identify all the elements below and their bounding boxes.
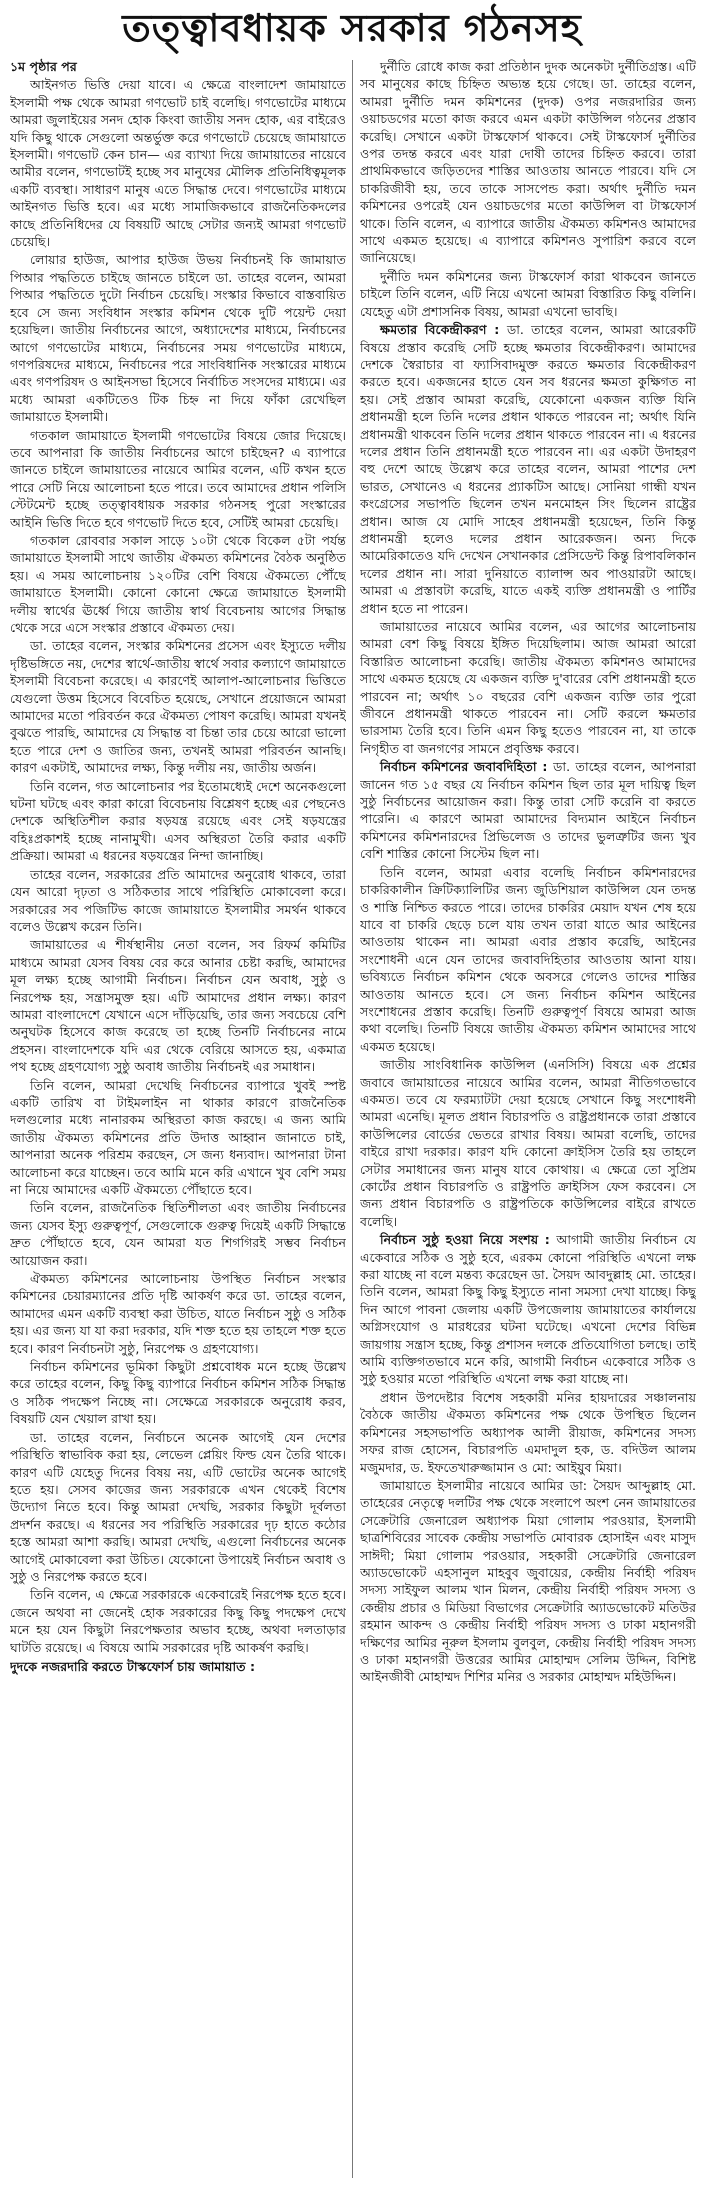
paragraph-text: দুর্নীতি রোধে কাজ করা প্রতিষ্ঠান দুদক অনেকটা দুর্নীতিগ্রস্ত। এটি সব মানুষের কাছে চিহ্নিত অভ্যন্ত হয়ে গেছে। ডা. তাহের বলেন, আমরা দুর্নীতি দমন কমিশনের (দুদক) ওপর নজরদারির জন্য ওয়াচডগের মতো কাজ করবে এমন একটা কাউন্সিল গঠনের প্রস্তাব করেছি। সেখানে একটা টাস্কফোর্স থাকবে। সেই টাস্কফোর্স দুর্নীতির ওপর তদন্ত করবে এবং যারা দোষী তাদের চিহ্নিত করবে। তারা প্রাথমিকভাবে জড়িতদের শাস্তির আওতায় আনতে পারবে। যদি সে চাকরিজীবী হয়, তবে তাকে সাসপেন্ড করা। অর্থাৎ দুর্নীতি দমন কমিশনের ওপরেই যেন ওয়াচডগের মতো কাউন্সিল বা টাস্কফোর্স থাকে। তিনি বলেন, এ ব্যাপারে জাতীয় ঐকমত্য কমিশনও আমাদের সাথে একমত হয়েছে। এ ব্যাপারে কমিশনও সুপারিশ করবে বলে জানিয়েছে। — [360, 59, 696, 266]
paragraph — [360, 758, 696, 862]
subheading: নির্বাচন সুষ্ঠু হওয়া নিয়ে সংশয় : — [380, 1232, 557, 1248]
paragraph: গতকাল রোববার সকাল সাড়ে ১০টা থেকে বিকেল ৫টা পর্যন্ত জামায়াতে ইসলামী সাথে জাতীয় ঐকমত্য কমিশনের বৈঠক অনুষ্ঠিত হয়। এ সময় আলোচনায় ১২০টির বেশি বিষয়ে ঐকমত্যে পৌঁছে জামায়াতে ইসলামী। কোনো কোনো ক্ষেত্রে জামায়াতে ইসলামী দলীয় স্বার্থের ঊর্ধ্বে গিয়ে জাতীয় স্বার্থ বিবেচনায় আগের সিদ্ধান্ত থেকে সরে এসে সংস্কার প্রস্তাবে ঐকমত্য দেয়। — [10, 532, 346, 635]
paragraph-text: জামায়াতে ইসলামীর নায়েবে আমির ডা: সৈয়দ আব্দুল্লাহ মো. তাহেরের নেতৃত্বে দলটির পক্ষ থেকে সংলাপে অংশ নেন জামায়াতের সেক্রেটারি জেনারেল অধ্যাপক মিয়া গোলাম পরওয়ার, ইসলামী ছাত্রশিবিরের সাবেক কেন্দ্রীয় সভাপতি মোবারক হোসাইন এবং মাসুদ সাঈদী; মিয়া গোলাম পরওয়ার, সহকারী সেক্রেটারি জেনারেল অ্যাডভোকেট এহসানুল মাহবুব জুবায়ের, কেন্দ্রীয় নির্বাহী পরিষদ সদস্য সাইফুল আলম খান মিলন, কেন্দ্রীয় নির্বাহী পরিষদ সদস্য ও কেন্দ্রীয় প্রচার ও মিডিয়া বিভাগের সেক্রেটারি অ্যাডভোকেট মতিউর রহমান আকন্দ ও কেন্দ্রীয় নির্বাহী পরিষদ সদস্য ও ঢাকা মহানগরী দক্ষিণের আমির নূরুল ইসলাম বুলবুল, কেন্দ্রীয় নির্বাহী পরিষদ সদস্য ও ঢাকা মহানগরী উত্তরের আমির মোহাম্মদ সেলিম উদ্দিন, বিশিষ্ট আইনজীবী মোহাম্মদ শিশির মনির ও সরকার মোহাম্মদ মহিউদ্দিন। — [360, 1477, 696, 1685]
paragraph — [360, 864, 696, 1055]
paragraph: তিনি বলেন, রাজনৈতিক স্থিতিশীলতা এবং জাতীয় নির্বাচনের জন্য যেসব ইস্যু গুরুত্বপূর্ণ, সেগুলোকে গুরুত্ব দিয়েই একটি সিদ্ধান্তে দ্রুত পৌঁছাতে হবে, যেন আমরা যত শিগগিরই সম্ভব নির্বাচন আয়োজন করা। — [10, 1200, 346, 1268]
left-column — [10, 58, 346, 2180]
left-paragraphs — [10, 76, 346, 1656]
continued-from-label: ১ম পৃষ্ঠার পর — [10, 59, 77, 74]
paragraph: তিনি বলেন, আমরা দেখেছি নির্বাচনের ব্যাপারে খুবই স্পষ্ট একটি তারিখ বা টাইমলাইন না থাকার কারণে রাজনৈতিক দলগুলোর মধ্যে নানারকম অস্থিরতা কাজ করছে। এ জন্য আমি জাতীয় ঐকমত্য কমিশনের প্রতি উদাত্ত আহ্বান জানাতে চাই, আপনারা অনেক পরিশ্রম করছেন, সে জন্য ধন্যবাদ। আপনারা টানা আলোচনা করে যাচ্ছেন। তবে আমি মনে করি এখানে খুব বেশি সময় না নিয়ে আমাদের একটি ঐকমত্যে পৌঁছাতে হবে। — [10, 1077, 346, 1197]
paragraph: লোয়ার হাউজ, আপার হাউজ উভয় নির্বাচনই কি জামায়াত পিআর পদ্ধতিতে চাইছে জানতে চাইলে ডা. তাহের বলেন, আমরা পিআর পদ্ধতিতে দুটো নির্বাচন চেয়েছি। সংস্কার কিভাবে বাস্তবায়িত হবে সে জন্য সংবিধান সংস্কার কমিশন থেকে দুটি পয়েন্ট দেয়া হয়েছিল। জাতীয় নির্বাচনের আগে, অধ্যাদেশের মাধ্যমে, নির্বাচনের আগে গণভোটের মাধ্যমে, নির্বাচনের সময় গণভোটের মাধ্যমে, গণপরিষদের মাধ্যমে, নির্বাচনের পরে সাংবিধানিক সংস্কারের মাধ্যমে এবং গণপরিষদ ও আইনসভা হিসেবে নির্বাচিত সংসদের মাধ্যমে। এর মধ্যে আমরা একটিতেও টিক চিহ্ন না দিয়ে ফাঁকা রেখেছিল জামায়াতে ইসলামী। — [10, 252, 346, 425]
paragraph — [360, 618, 696, 757]
paragraph: তিনি বলেন, এ ক্ষেত্রে সরকারকে একেবারেই নিরপেক্ষ হতে হবে। জেনে অথবা না জেনেই হোক সরকারের কিছু কিছু পদক্ষেপ দেখে মনে হয় যেন কিছুটা নিরপেক্ষতার অভাব হচ্ছে, অথবা দলতাড়ার ঘাটতি রয়েছে। এ বিষয়ে আমি সরকারের দৃষ্টি আকর্ষণ করছি। — [10, 1587, 346, 1655]
paragraph-text: ডা. তাহের বলেন, আপনারা জানেন গত ১৫ বছর যে নির্বাচন কমিশন ছিল তার মূল দায়িত্ব ছিল সুষ্ঠু নির্বাচনের আয়োজন করা। কিন্তু তারা সেটি করেনি বা করতে পারেনি। এ কারণে আমরা আমাদের বিদ্যমান আইনে নির্বাচন কমিশনের কমিশনারদের প্রিভিলেজ ও তাদের ভুলত্রুটির জন্য খুব বেশি শাস্তির কোনো সিস্টেম ছিল না। — [360, 759, 696, 862]
paragraph — [360, 268, 696, 320]
paragraph-text: আগামী জাতীয় নির্বাচন যে একেবারে সঠিক ও সুষ্ঠু হবে, এরকম কোনো পরিস্থিতি এখনো লক্ষ করা যাচ্ছে না বলে মন্তব্য করেছেন ডা. সৈয়দ আবদুল্লাহ মো. তাহের। তিনি বলেন, আমরা কিছু কিছু ইস্যুতে নানা সমস্যা দেখা যাচ্ছে। কিছু দিন আগে পাবনা জেলায় একটি উপজেলায় জামায়াতের কার্যালয়ে অগ্নিসংযোগ ও মারধরের ঘটনা ঘটেছে। এখনো দেশের বিভিন্ন জায়গায় সন্ত্রাস হচ্ছে, কিন্তু প্রশাসন দলকে প্রতিযোগিতা চলছে। তাই আমি ব্যক্তিগতভাবে মনে করি, আগামী নির্বাচন একেবারে সঠিক ও সুষ্ঠু হওয়ার মতো পরিস্থিতি এখনো লক্ষ করা যাচ্ছে না। — [360, 1232, 696, 1387]
paragraph-text: প্রধান উপদেষ্টার বিশেষ সহকারী মনির হায়দারের সঞ্চালনায় বৈঠকে জাতীয় ঐকমত্য কমিশনের পক্ষ থেকে উপস্থিত ছিলেন কমিশনের সহসভাপতি অধ্যাপক আলী রীয়াজ, কমিশনের সদস্য সফর রাজ হোসেন, বিচারপতি এমদাদুল হক, ড. বদিউল আলম মজুমদার, ড. ইফতেখারুজ্জামান ও মো: আইয়ুব মিয়া। — [360, 1389, 696, 1475]
paragraph-text: তিনি বলেন, আমরা এবার বলেছি নির্বাচন কমিশনারদের চাকরিকালীন ক্রিটিক্যালিটির জন্য জুডিশিয়াল কাউন্সিল যেন তদন্ত ও শাস্তি নিশ্চিত করতে পারে। তাদের চাকরির মেয়াদ যখন শেষ হয়ে যাবে বা চাকরি ছেড়ে চলে যায় তখন তারা যাতে আর আইনের আওতায় থাকেন না। আমরা এবার প্রস্তাব করেছি, আইনের সংশোধনী এনে যেন তাদের জবাবদিহিতার আওতায় আনা যায়। ভবিষ্যতে নির্বাচন কমিশন থেকে অবসরে গেলেও তাদের শাস্তির আওতায় আনতে হবে। সে জন্য নির্বাচন কমিশন আইনের সংশোধনের প্রস্তাব করেছি। তিনটি গুরুত্বপূর্ণ বিষয়ে আমরা আজ কথা বলেছি। তিনটি বিষয়ে জাতীয় ঐকমত্য কমিশন আমাদের সাথে একমত হয়েছে। — [360, 864, 696, 1054]
column-divider — [352, 60, 353, 2178]
subheading: ক্ষমতার বিকেন্দ্রীকরণ : — [380, 322, 507, 338]
paragraph-text: জামায়াতের নায়েবে আমির বলেন, এর আগের আলোচনায় আমরা বেশ কিছু বিষয়ে ইঙ্গিত দিয়েছিলাম। আজ আমরা আরো বিস্তারিত আলোচনা করেছি। জাতীয় ঐকমত্য কমিশনও আমাদের সাথে একমত হয়েছে যে একজন ব্যক্তি দু'বারের বেশি প্রধানমন্ত্রী হতে পারবেন না; অর্থাৎ ১০ বছরের বেশি একজন ব্যক্তি তার পুরো জীবনে প্রধানমন্ত্রী থাকতে পারবেন না। সেটি করলে ক্ষমতার ভারসাম্য তৈরি হবে। তিনি এমন কিছু হতেও পারবেন না, যা তাকে নিগৃহীত বা জনগণের সামনে প্রবৃত্তিক্ষ করবে। — [360, 619, 696, 756]
paragraph-text: ডা. তাহের বলেন, আমরা আরেকটি বিষয়ে প্রস্তাব করেছি সেটি হচ্ছে ক্ষমতার বিকেন্দ্রীকরণ। আমাদের দেশকে স্বৈরাচার বা ফ্যাসিবাদমুক্ত করতে ক্ষমতার বিকেন্দ্রীকরণ করতে হবে। একজনের হাতে যেন সব ধরনের ক্ষমতা কুক্ষিগত না হয়। সেই প্রস্তাব আমরা করেছি, যেকোনো একজন ব্যক্তি যিনি প্রধানমন্ত্রী হলে তিনি দলের প্রধান থাকতে পারবেন না; অর্থাৎ যিনি প্রধানমন্ত্রী থাকবেন তিনি দলের প্রধান থাকতে পারবেন না। এ ধরনের দলের প্রধান তিনি প্রধানমন্ত্রী হতে পারবেন না। এর একটা উদাহরণ বহু দেশে আছে উল্লেখ করে তাহের বলেন, আমরা পাশের দেশ ভারত, সেখানেও এ ধরনের প্র্যাকটিস আছে। সোনিয়া গান্ধী যখন কংগ্রেসের সভাপতি ছিলেন তখন মনমোহন সিং ছিলেন রাষ্ট্রের প্রধান। আজ যে মোদি সাহেব প্রধানমন্ত্রী হয়েছেন, তিনি কিন্তু প্রধানমন্ত্রী হলেও দলের প্রধান আরেকজন। অন্য দিকে আমেরিকাতেও যদি দেখেন সেখানকার প্রেসিডেন্ট কিন্তু রিপাবলিকান দলের প্রধান না। সারা দুনিয়াতে ব্যালান্স অব পাওয়ারটা আছে। আমরা এ প্রস্তাবটা করেছি, যাতে একই ব্যক্তি প্রধানমন্ত্রী ও পার্টির প্রধান হতে না পারেন। — [360, 322, 696, 616]
paragraph — [360, 58, 696, 267]
right-paragraphs — [360, 58, 696, 1686]
paragraph: তিনি বলেন, গত আলোচনার পর ইতোমধ্যেই দেশে অনেকগুলো ঘটনা ঘটছে এবং কারা কারো বিবেচনায় বিশ্লেষণ হচ্ছে এর পেছনেও দেশকে অস্থিতিশীল করার ষড়যন্ত্র রয়েছে এবং সেই ষড়যন্ত্রের বহিঃপ্রকাশই হচ্ছে নানামুখী। এসব অস্থিরতা তৈরি করার একটি প্রক্রিয়া। আমরা এ ধরনের ষড়যন্ত্রের নিন্দা জানাচ্ছি। — [10, 778, 346, 864]
paragraph — [360, 1477, 696, 1686]
paragraph — [360, 1056, 696, 1230]
paragraph: ডা. তাহের বলেন, নির্বাচনে অনেক আগেই যেন দেশের পরিস্থিতি স্বাভাবিক করা হয়, লেভেল প্লেয়িং ফিল্ড যেন তৈরি থাকে। কারণ এটি যেহেতু দিনের বিষয় নয়, এটি ভোটের অনেক আগেই হতে হয়। সেসব কাজের জন্য সরকারকে এখন থেকেই বিশেষ উদ্যোগ নিতে হবে। কিন্তু আমরা দেখছি, সরকার কিছুটা দূর্বলতা প্রদর্শন করছে। এ ধরনের সব পরিস্থিতি সরকারের দৃঢ় হাতে কঠোর হস্তে আমরা আশা করছি। আমরা দেখছি, এগুলো নির্বাচনের অনেক আগেই মোকাবেলা করা উচিত। যেকোনো উপায়েই নির্বাচন অবাধ ও সুষ্ঠু ও নিরপেক্ষ করতে হবে। — [10, 1429, 346, 1584]
subheading-dudok-taskforce: দুদকে নজরদারি করতে টাস্কফোর্স চায় জামায়াত : — [10, 1658, 255, 1674]
paragraph — [360, 1389, 696, 1476]
paragraph: গতকাল জামায়াতে ইসলামী গণভোটের বিষয়ে জোর দিয়েছে। তবে আপনারা কি জাতীয় নির্বাচনের আগে চাইছেন? এ ব্যাপারে জানতে চাইলে জামায়াতের নায়েবে আমির বলেন, এটি কখন হতে পারে সেটি নিয়ে আলোচনা হতে পারে। তবে আমাদের প্রধান পলিসি স্টেটমেন্ট হচ্ছে তত্ত্বাবধায়ক সরকার গঠনসহ পুরো সংস্কারের আইনি ভিত্তি দিতে হবে গণভোট দিতে হবে, সেটিই আমরা চেয়েছি। — [10, 427, 346, 530]
right-column — [360, 58, 696, 2180]
paragraph: আইনগত ভিত্তি দেয়া যাবে। এ ক্ষেত্রে বাংলাদেশ জামায়াতে ইসলামী পক্ষ থেকে আমরা গণভোট চাই বলেছি। গণভোটের মাধ্যমে আমরা জুলাইয়ের সনদ হোক কিংবা জাতীয় সনদ হোক, এর বাইরেও যদি কিছু থাকে সেগুলো অন্তর্ভুক্ত করে গণভোটে চেয়েছে জামায়াতে ইসলামী। গণভোট কেন চান— এর ব্যাখ্যা দিয়ে জামায়াতের নায়েবে আমীর বলেন, গণভোটই হচ্ছে সব মানুষের মৌলিক প্রতিনিধিত্বমূলক একটি ব্যবস্থা। সাধারণ মানুষ এতে সিদ্ধান্ত দেবে। গণভোটের মাধ্যমে আইনগত ভিত্তি হবে। এর মধ্যে সামাজিকভাবে রাজনৈতিকদলের কাছে প্রতিনিধিদের যে বিষয়টি আছে সেটার জন্যই আমরা গণভোট চেয়েছি। — [10, 77, 346, 250]
paragraph: তাহের বলেন, সরকারের প্রতি আমাদের অনুরোধ থাকবে, তারা যেন আরো দৃঢ়তা ও সঠিকতার সাথে পরিস্থিতি মোকাবেলা করে। সরকারের সব পজিটিভ কাজে জামায়াতে ইসলামীর সমর্থন থাকবে বলেও উল্লেখ করেন তিনি। — [10, 866, 346, 934]
paragraph — [360, 1231, 696, 1388]
subheading: নির্বাচন কমিশনের জবাবদিহিতা : — [380, 759, 554, 775]
paragraph: নির্বাচন কমিশনের ভূমিকা কিছুটা প্রশ্নবোধক মনে হচ্ছে উল্লেখ করে তাহের বলেন, কিছু কিছু ব্যাপারে নির্বাচন কমিশন সঠিক সিদ্ধান্ত ও সঠিক পদক্ষেপ নিচ্ছে না। সেক্ষেত্রে সরকারকে অনুরোধ করব, বিষয়টি যেন খেয়াল রাখা হয়। — [10, 1359, 346, 1427]
paragraph: ডা. তাহের বলেন, সংস্কার কমিশনের প্রসেস এবং ইস্যুতে দলীয় দৃষ্টিভঙ্গিতে নয়, দেশের স্বার্থে-জাতীয় স্বার্থে সবার কল্যাণে জামায়াতে ইসলামী বিবেচনা করেছে। এ কারণেই আলাপ-আলোচনার ভিত্তিতে যেগুলো উত্তম হিসেবে বিবেচিত হয়েছে, সেখানে প্রয়োজনে আমরা আমাদের মতো পরিবর্তন করে ঐকমত্য পোষণ করেছি। আমরা যখনই বুঝতে পারছি, আমাদের যে সিদ্ধান্ত বা চিন্তা তার চেয়ে আরো ভালো হতে পারে দেশ ও জাতির জন্য, তখনই আমরা পরিবর্তন আনছি। কারণ একটাই, আমাদের লক্ষ্য, কিন্তু দলীয় নয়, জাতীয় অর্জন। — [10, 638, 346, 776]
paragraph-text: জাতীয় সাংবিধানিক কাউন্সিল (এনসিসি) বিষয়ে এক প্রশ্নের জবাবে জামায়াতের নায়েবে আমির বলেন, আমরা নীতিগতভাবে একমত। তবে যে ফরম্যাটটা দেয়া হয়েছে সেখানে কিছু সংশোধনী আমরা এনেছি। মূলত প্রধান বিচারপতি ও রাষ্ট্রপ্রধানকে তারা প্রস্তাবে কাউন্সিলের বোর্ডের ভেতরে রাখার বিষয়। আমরা বলেছি, তাদের বাইরে রাখা দরকার। কারণ যদি কোনো ক্রাইসিস তৈরি হয় তাহলে সেটার সমাধানের জন্য মানুষ যাবে কোথায়। এ ক্ষেত্রে তো সুপ্রিম কোর্টের প্রধান বিচারপতি ও রাষ্ট্রপতি ক্রাইসিস ফেস করবেন। সে জন্য প্রধান বিচারপতি ও রাষ্ট্রপতিকে কাউন্সিলের বাইরে রাখতে বলেছি। — [360, 1057, 696, 1229]
paragraph: ঐকমত্য কমিশনের আলোচনায় উপস্থিত নির্বাচন সংস্কার কমিশনের চেয়ারম্যানের প্রতি দৃষ্টি আকর্ষণ করে ডা. তাহের বলেন, আমাদের এমন একটি ব্যবস্থা করা উচিত, যাতে নির্বাচন সুষ্ঠু ও সঠিক হয়। এর জন্য যা যা করা দরকার, যদি শক্ত হতে হয় তাহলে শক্ত হতে হবে। কারণ নির্বাচনটা সুষ্ঠু, নিরপেক্ষ ও গ্রহণযোগ্য। — [10, 1271, 346, 1356]
paragraph-text: দুর্নীতি দমন কমিশনের জন্য টাস্কফোর্স কারা থাকবেন জানতে চাইলে তিনি বলেন, এটি নিয়ে এখনো আমরা বিস্তারিত কিছু বলিনি। যেহেতু এটা প্রশাসনিক বিষয়, আমরা এখনো ভাবছি। — [360, 268, 696, 319]
paragraph: জামায়াতের এ শীর্ষস্থানীয় নেতা বলেন, সব রিফর্ম কমিটির মাধ্যমে আমরা যেসব বিষয় বের করে আনার চেষ্টা করছি, আমাদের মূল লক্ষ্য হচ্ছে আগামী নির্বাচন। নির্বাচন যেন অবাধ, সুষ্ঠু ও নিরপেক্ষ হয়, সন্ত্রাসমুক্ত হয়। এটি আমাদের প্রধান লক্ষ্য। কারণ আমরা বাংলাদেশে যেখানে এসে দাঁড়িয়েছি, তার জন্য সবচেয়ে বেশি অনুঘটক হিসেবে কাজ করেছে তা হচ্ছে তিনটি নির্বাচনের নামে প্রহসন। বাংলাদেশকে যদি এর থেকে বেরিয়ে আসতে হয়, একমাত্র পথ হচ্ছে গ্রহণযোগ্য সুষ্ঠু অবাধ জাতীয় নির্বাচনই এর সমাধান। — [10, 937, 346, 1075]
headline: তত্ত্বাবধায়ক সরকার গঠনসহ — [122, 6, 582, 50]
paragraph — [360, 321, 696, 617]
